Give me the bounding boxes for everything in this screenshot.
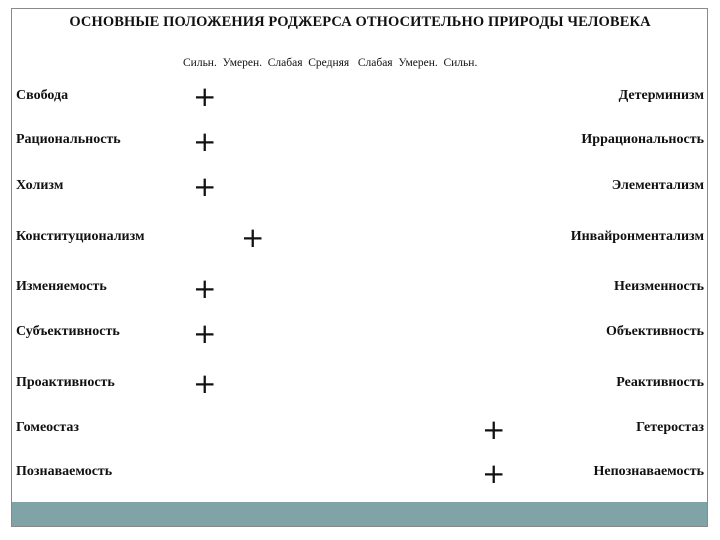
row-left-label: Познаваемость	[16, 464, 113, 479]
slide-frame	[11, 8, 708, 527]
row-right-label: Объективность	[605, 324, 704, 339]
plus-mark: +	[241, 221, 265, 254]
plus-mark: +	[193, 80, 217, 113]
plus-mark: +	[193, 170, 217, 203]
row-left-label: Конституционализм	[16, 229, 145, 244]
row-right-label: Реактивность	[616, 375, 704, 390]
plus-mark: +	[193, 317, 217, 350]
row-left-label: Изменяемость	[16, 279, 107, 294]
footer-bar	[12, 502, 707, 526]
plus-mark: +	[193, 125, 217, 158]
row-right-label: Детерминизм	[618, 88, 704, 103]
scale-header: Сильн. Умерен. Слабая Средняя Слабая Умерен. Сильн.	[183, 57, 478, 69]
row-left-label: Свобода	[16, 88, 69, 103]
row-left-label: Гомеостаз	[16, 420, 80, 435]
row-right-label: Неизменность	[614, 279, 704, 294]
row-right-label: Иррациональность	[581, 132, 704, 147]
page-title: ОСНОВНЫЕ ПОЛОЖЕНИЯ РОДЖЕРСА ОТНОСИТЕЛЬНО ПРИРОДЫ ЧЕЛОВЕКА	[69, 14, 651, 30]
row-left-label: Субъективность	[16, 324, 120, 339]
plus-mark: +	[193, 367, 217, 400]
plus-mark: +	[482, 457, 506, 490]
row-right-label: Элементализм	[611, 178, 704, 193]
plus-mark: +	[482, 413, 506, 446]
row-left-label: Холизм	[16, 178, 64, 193]
plus-mark: +	[193, 272, 217, 305]
row-right-label: Непознаваемость	[593, 464, 704, 479]
row-left-label: Проактивность	[16, 375, 115, 390]
row-left-label: Рациональность	[16, 132, 121, 147]
row-right-label: Гетеростаз	[636, 420, 704, 435]
row-right-label: Инвайронментализм	[570, 229, 704, 244]
